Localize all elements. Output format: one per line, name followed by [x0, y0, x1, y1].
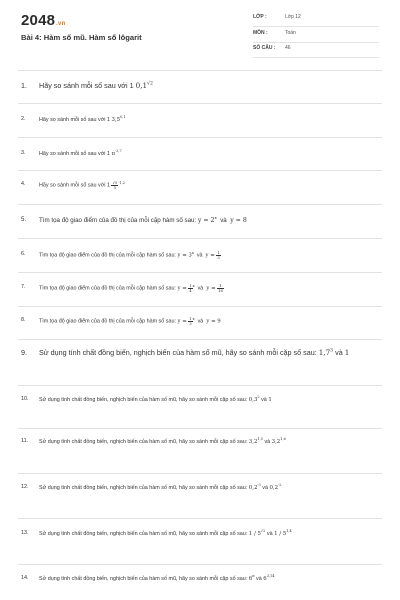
question-text: Sử dụng tính chất đồng biến, nghịch biến của hàm số mũ, hãy so sánh mỗi cặp số sau: $0,3^2$ và 1: [39, 395, 272, 403]
question-text: Tìm tọa độ giao điểm của đồ thị của mỗi cặp hàm số sau: $y = 2^x$ và y = 8: [39, 214, 247, 224]
question-number: 5.: [21, 216, 27, 223]
question-text: Hãy so sánh mỗi số sau với 1 $\pi^{-2,7}$: [39, 149, 122, 157]
question-text: Hãy so sánh mỗi số sau với 1 3,5$^{0,1}$: [39, 115, 126, 123]
question-text: Hãy so sánh mỗi số sau với 1 $0,1^{√2}$: [39, 81, 153, 90]
meta-label: LỚP :: [253, 14, 267, 20]
question-number: 3.: [21, 150, 26, 156]
divider: [18, 564, 382, 565]
site-logo[interactable]: [21, 12, 65, 29]
question-number: 4.: [21, 181, 26, 187]
question-text: Sử dụng tính chất đồng biến, nghịch biến của hàm số mũ, hãy so sánh mỗi cặp số sau: 3,2$^{1,5}$ và 3,2$^{1,6}$: [39, 437, 286, 445]
divider: [18, 473, 382, 474]
question-text: Sử dụng tính chất đồng biến, nghịch biến của hàm số mũ, hãy so sánh mỗi cặp số sau: $6^\pi$ và 6$^{3,14}$: [39, 574, 275, 582]
question-text: Tìm tọa độ giao điểm của đồ thị của mỗi cặp hàm số sau: y = $\frac{1}{4}$ $^x$ và y = $\frac{1}{16}$: [39, 283, 223, 293]
divider: [18, 272, 382, 273]
question-text: Tìm tọa độ giao điểm của đồ thị của mỗi cặp hàm số sau: $y = 3^x$ và y = $\frac{1}{3}$: [39, 250, 220, 260]
question-text: Tìm tọa độ giao điểm của đồ thị của mỗi cặp hàm số sau: y = $\frac{1}{3}$ $^x$ và y = 9: [39, 316, 221, 326]
question-number: 1.: [21, 81, 27, 90]
meta-value: Toán: [285, 30, 296, 36]
question-number: 11.: [21, 438, 29, 444]
question-number: 13.: [21, 530, 29, 536]
question-number: 6.: [21, 251, 26, 257]
divider: [18, 306, 382, 307]
meta-question-count: [253, 43, 379, 58]
divider: [18, 103, 382, 104]
logo-sub: .vn: [56, 21, 66, 27]
question-number: 2.: [21, 116, 26, 122]
divider: [18, 518, 382, 519]
question-number: 12.: [21, 484, 29, 490]
divider: [18, 385, 382, 386]
meta-label: MÔN :: [253, 30, 268, 36]
question-number: 7.: [21, 284, 26, 290]
meta-label: SỐ CÂU :: [253, 45, 276, 51]
lesson-title: Bài 4: Hàm số mũ. Hàm số lôgarit: [21, 33, 142, 42]
question-number: 9.: [21, 348, 27, 357]
question-text: Sử dụng tính chất đồng biến, nghịch biến của hàm số mũ, hãy so sánh mỗi cặp số sau: $0,2^{-3}$ và $0,2^{-2}$: [39, 483, 282, 491]
logo-main: 2048: [21, 12, 56, 29]
meta-value: 46: [285, 45, 291, 51]
divider: [18, 170, 382, 171]
meta-class: [253, 12, 379, 27]
worksheet-header: [0, 0, 400, 68]
divider: [18, 428, 382, 429]
divider: [18, 137, 382, 138]
divider: [18, 339, 382, 340]
divider: [18, 70, 382, 71]
question-number: 10.: [21, 396, 29, 402]
question-text: Sử dụng tính chất đồng biến, nghịch biến của hàm số mũ, hãy so sánh mỗi cặp số sau: $1,7^3$ và 1: [39, 348, 350, 357]
meta-subject: [253, 28, 379, 43]
question-text: Sử dụng tính chất đồng biến, nghịch biến của hàm số mũ, hãy so sánh mỗi cặp số sau: $1 / 5^{√2}$ và 1 / 5$^{1,4}$: [39, 529, 292, 537]
question-number: 8.: [21, 317, 26, 323]
divider: [18, 204, 382, 205]
meta-value: Lớp 12: [285, 14, 301, 20]
divider: [18, 238, 382, 239]
question-number: 14.: [21, 575, 29, 581]
question-text: Hãy so sánh mỗi số sau với 1 $\frac{√5}{5}$ $^{-1,2}$: [39, 180, 125, 190]
